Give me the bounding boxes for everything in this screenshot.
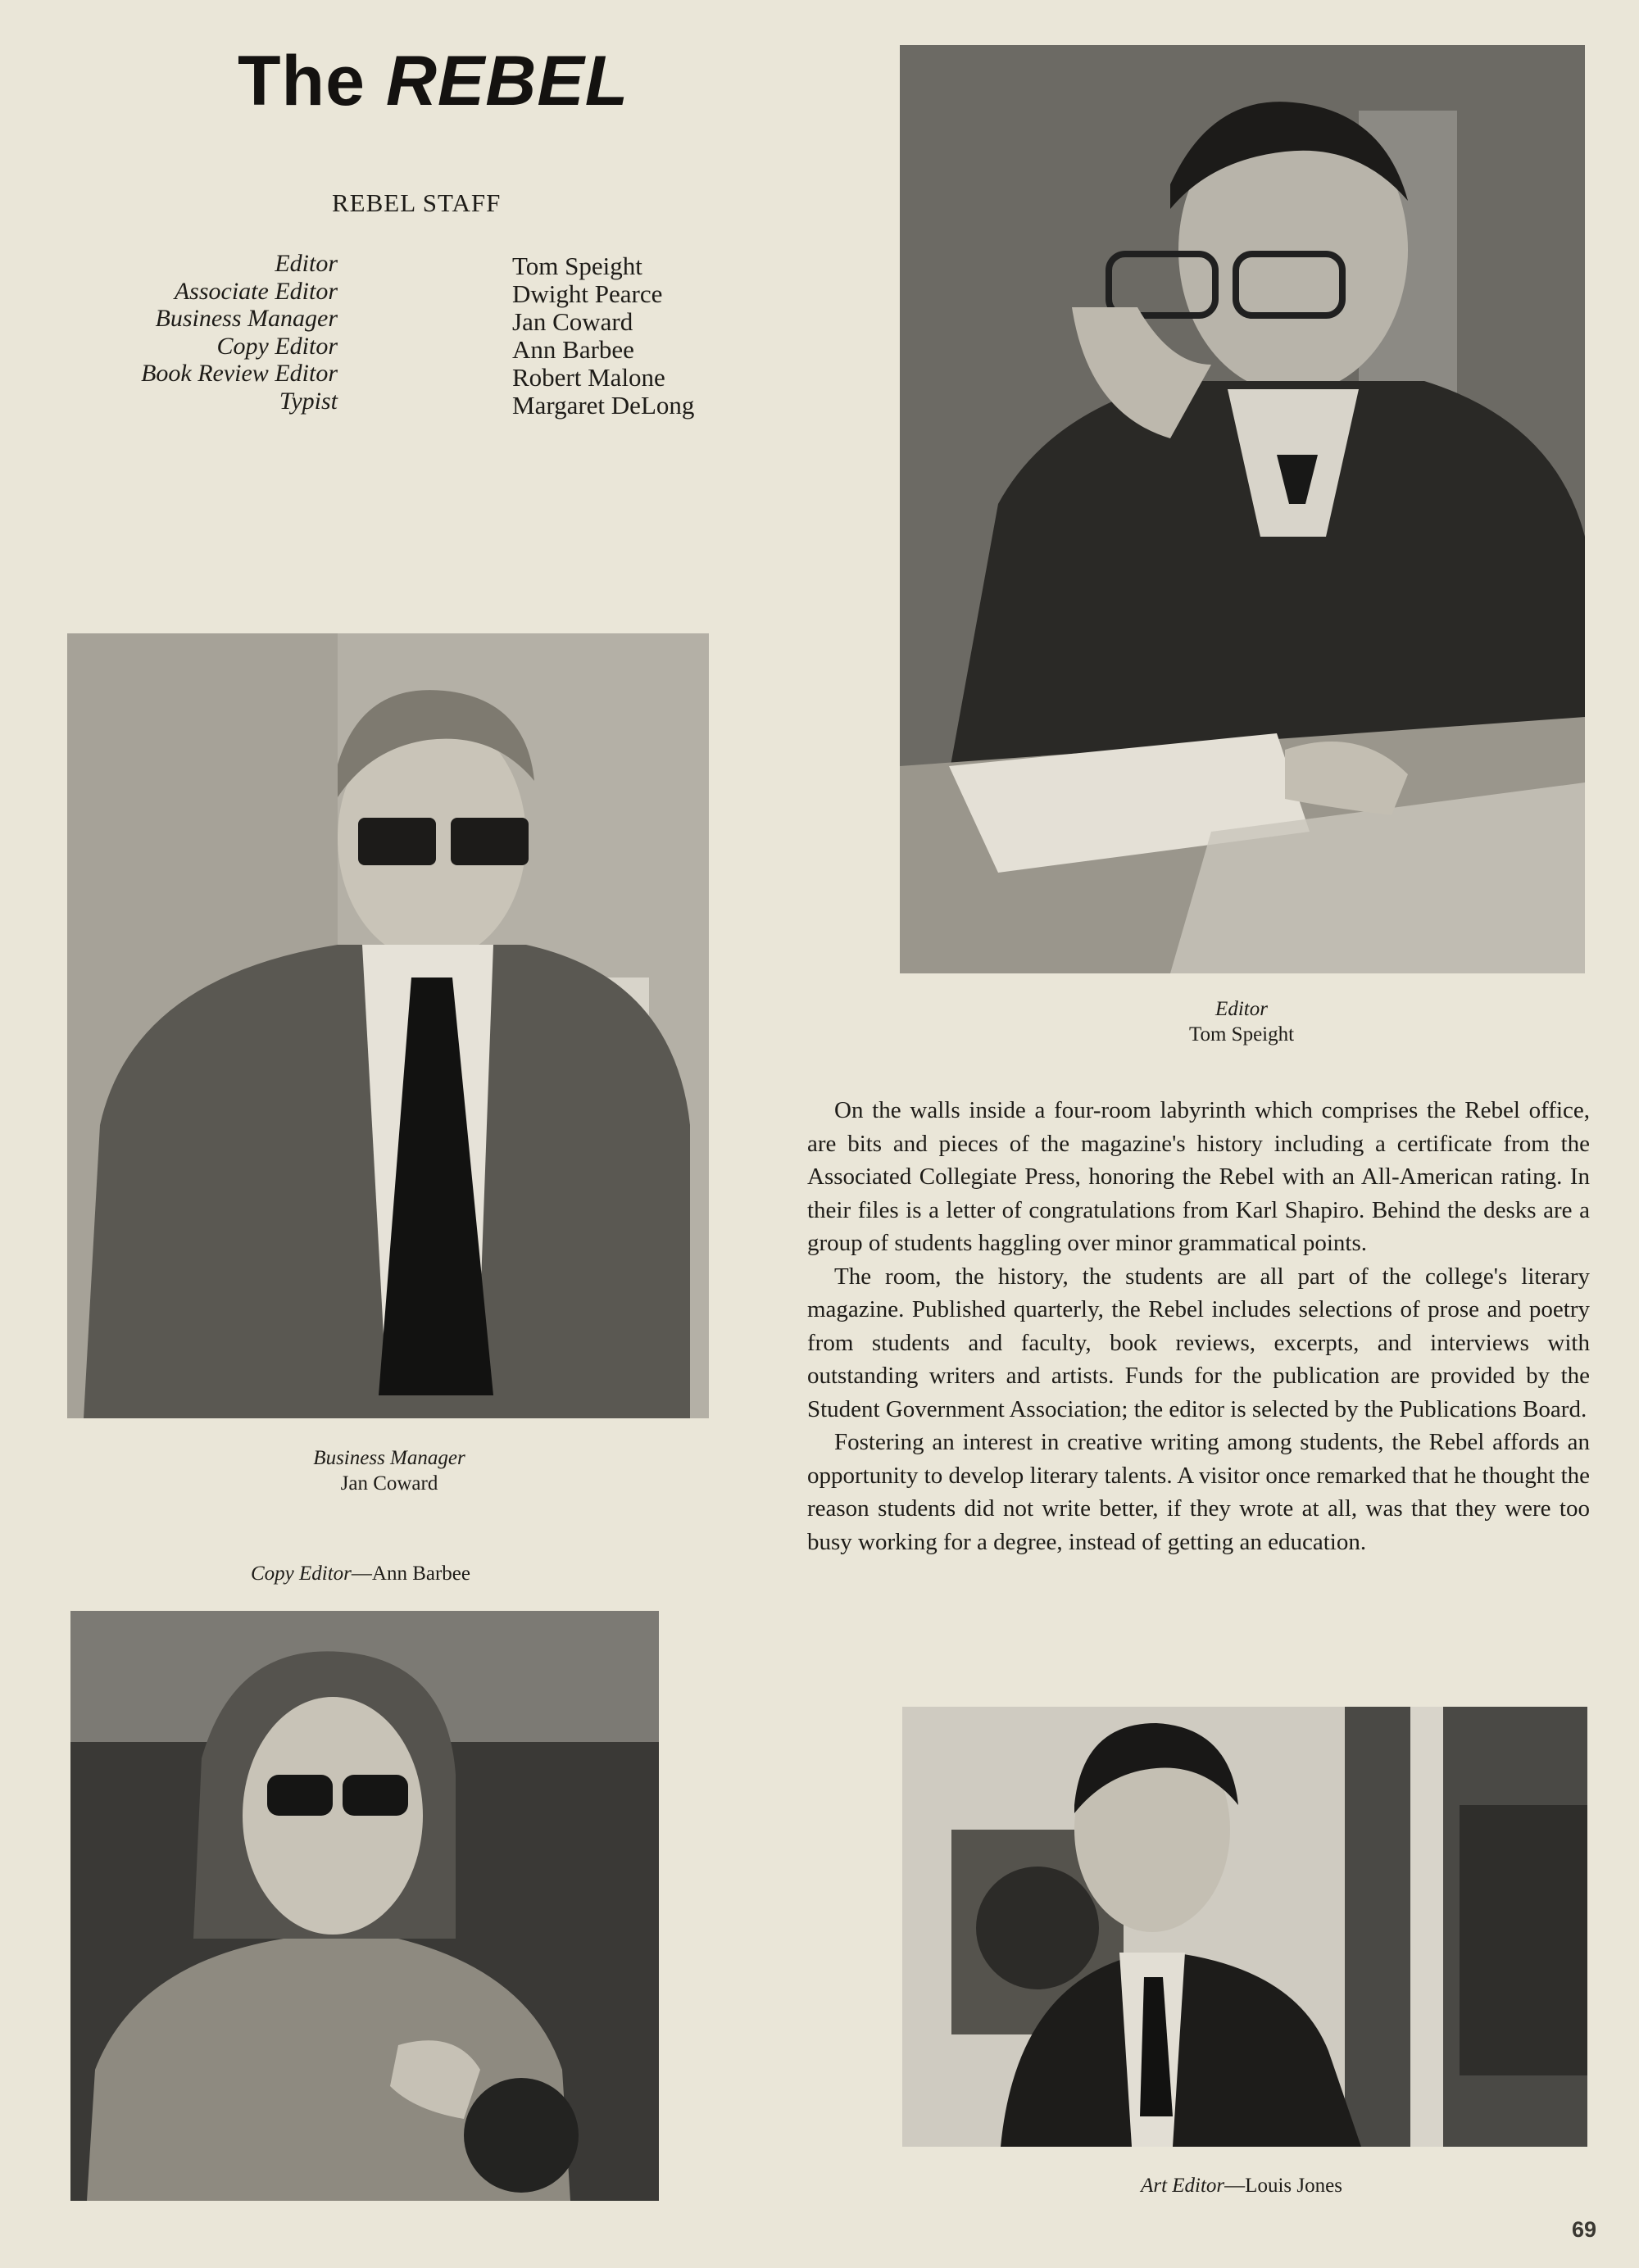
caption-name: Jan Coward [340,1472,438,1495]
staff-role: Copy Editor [216,332,338,360]
title-prefix: The [238,42,365,120]
editor-caption [1065,996,1418,1047]
staff-role: Book Review Editor [141,360,338,387]
staff-roles [49,250,338,415]
copy-editor-photo [70,1611,659,2201]
article-paragraph: On the walls inside a four-room labyrinth which comprises the Rebel office, are bits and pieces of the magazine's history including a certificate from the Associated Collegiate Press, honoring the Rebel with an All-American rating. In their files is a letter of congratulations from Karl Shapiro. Behind the desks are a group of students haggling over minor grammatical points. [807,1097,1590,1256]
article-paragraph: The room, the history, the students are all part of the college's literary magazine. Published quarterly, the Rebel includes selections of prose and poetry from students and faculty, book reviews, excerpts, and interviews with outstanding writers and artists. Funds for the publication are provided by the Student Government Association; the editor is selected by the Publications Board. [807,1263,1590,1422]
caption-role: Copy Editor [250,1563,352,1585]
editor-photo [900,45,1585,973]
art-editor-caption [1057,2173,1426,2198]
staff-heading: REBEL STAFF [332,188,502,217]
staff-name: Dwight Pearce [512,279,663,308]
business-manager-caption [229,1445,549,1496]
title-main: REBEL [385,42,629,120]
caption-name: —Ann Barbee [351,1563,470,1585]
caption-role: Editor [1215,998,1268,1020]
staff-role: Typist [279,387,338,415]
business-manager-photo [67,633,709,1418]
page-title [238,41,629,122]
article-body [807,1094,1590,1558]
staff-name: Robert Malone [512,363,665,392]
caption-role: Business Manager [313,1447,465,1469]
caption-name: —Louis Jones [1224,2175,1342,2197]
staff-role: Associate Editor [174,277,338,305]
staff-name: Jan Coward [512,307,633,336]
staff-names [512,252,758,420]
page-number: 69 [1572,2217,1597,2242]
caption-name: Tom Speight [1188,1023,1295,1046]
art-editor-photo [902,1707,1587,2147]
staff-name: Margaret DeLong [512,391,695,420]
staff-name: Tom Speight [512,252,642,280]
staff-role: Business Manager [155,305,338,332]
caption-role: Art Editor [1141,2175,1225,2197]
staff-role: Editor [275,250,338,277]
copy-editor-caption [164,1561,557,1586]
article-paragraph: Fostering an interest in creative writing among students, the Rebel affords an opportunity to develop literary talents. A visitor once remarked that he thought the reason students did not write better, if they wrote at all, was that they were too busy working for a degree, instead of getting an education. [807,1429,1590,1555]
staff-name: Ann Barbee [512,335,634,364]
